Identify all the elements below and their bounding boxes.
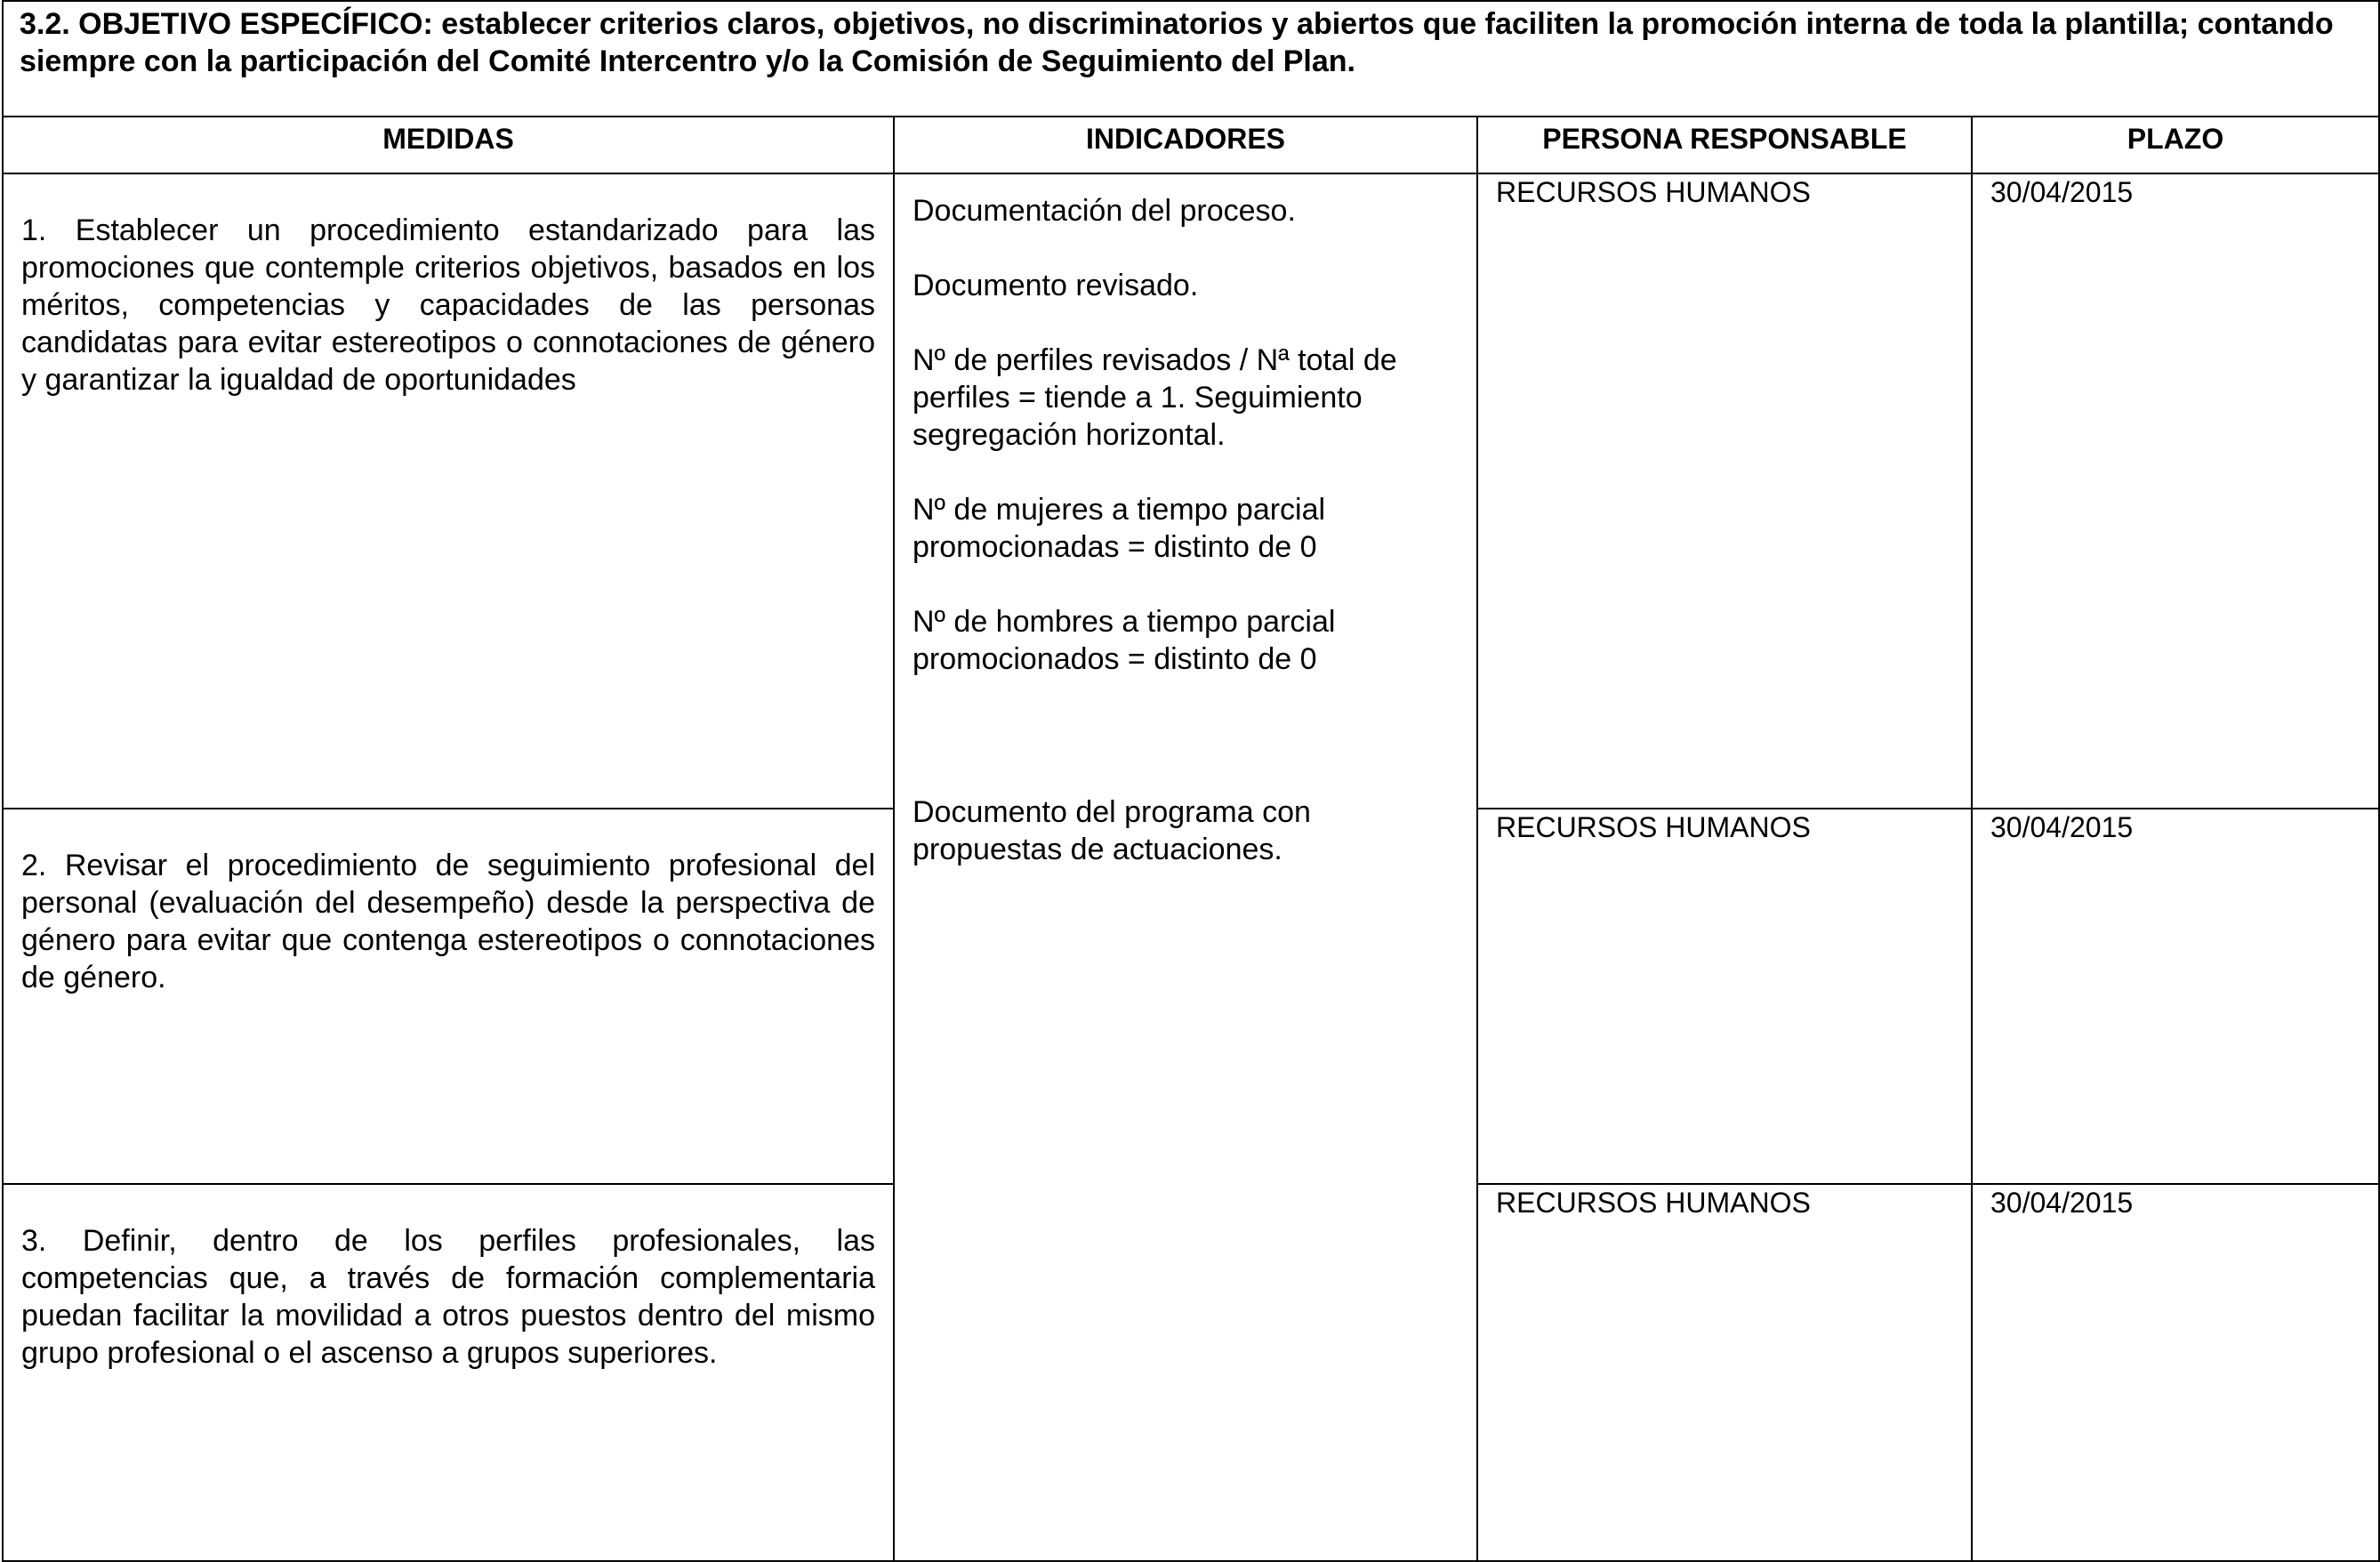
deadline-text: 30/04/2015	[1990, 1187, 2134, 1219]
indicator-item: Documento del programa con propuestas de actuaciones.	[913, 795, 1311, 866]
measure-text: 3. Definir, dentro de los perfiles profesionales, las competencias que, a través de formación complementaria puedan facilitar la movilidad a otros puestos dentro del mismo grupo profesional o el ascenso a grupos superiores.	[21, 1224, 875, 1370]
deadline-text: 30/04/2015	[1990, 176, 2134, 208]
indicator-item: Documento revisado.	[913, 269, 1199, 302]
deadline-cell	[1972, 1184, 2379, 1561]
responsible-text: RECURSOS HUMANOS	[1496, 1187, 1811, 1219]
responsible-cell	[1477, 1184, 1972, 1561]
table-row	[3, 173, 2379, 809]
indicators-cell	[894, 173, 1477, 1561]
header-responsible: PERSONA RESPONSABLE	[1477, 117, 1972, 173]
deadline-cell	[1972, 173, 2379, 809]
header-indicators: INDICADORES	[894, 117, 1477, 173]
measure-cell	[3, 1184, 894, 1561]
indicator-item: Nº de hombres a tiempo parcial promocionados = distinto de 0	[913, 605, 1336, 676]
measure-text: 1. Establecer un procedimiento estandarizado para las promociones que contemple criterios objetivos, basados en los méritos, competencias y capacidades de las personas candidatas para evitar estereotipos o connotaciones de género y garantizar la igualdad de oportunidades	[21, 213, 875, 397]
header-deadline: PLAZO	[1972, 117, 2379, 173]
measure-cell	[3, 173, 894, 809]
deadline-text: 30/04/2015	[1990, 811, 2134, 843]
measure-text: 2. Revisar el procedimiento de seguimiento profesional del personal (evaluación del desempeño) desde la perspectiva de género para evitar que contenga estereotipos o connotaciones de género.	[21, 849, 875, 994]
indicator-item: Nº de mujeres a tiempo parcial promocionadas = distinto de 0	[913, 493, 1326, 564]
indicator-item: Nº de perfiles revisados / Nª total de perfiles = tiende a 1. Seguimiento segregación horizontal.	[913, 343, 1397, 452]
responsible-text: RECURSOS HUMANOS	[1496, 176, 1811, 208]
objective-text: : establecer criterios claros, objetivos, no discriminatorios y abiertos que faciliten la promoción interna de toda la plantilla; contando siempre con la participación del Comité Intercentro y/o la Comisión de Seguimiento del Plan.	[20, 7, 2334, 78]
measure-cell	[3, 809, 894, 1184]
responsible-text: RECURSOS HUMANOS	[1496, 811, 1811, 843]
action-plan-table	[2, 0, 2380, 1562]
objective-label: 3.2. OBJETIVO ESPECÍFICO	[20, 7, 423, 41]
indicator-item: Documentación del proceso.	[913, 194, 1296, 228]
objective-title	[3, 1, 2379, 117]
deadline-cell	[1972, 809, 2379, 1184]
responsible-cell	[1477, 809, 1972, 1184]
responsible-cell	[1477, 173, 1972, 809]
header-measures: MEDIDAS	[3, 117, 894, 173]
